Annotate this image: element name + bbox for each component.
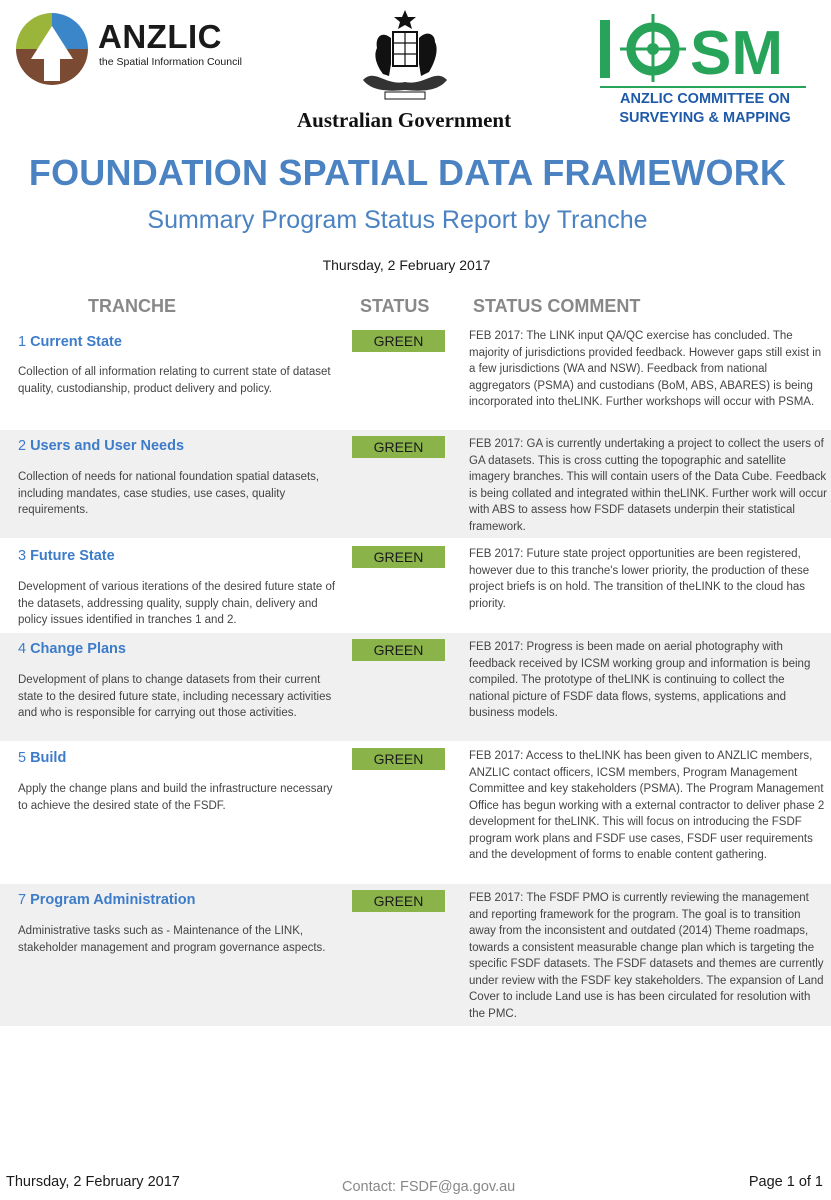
tranche-description: Apply the change plans and build the infrastructure necessary to achieve the desired state of the FSDF.: [18, 783, 333, 812]
tranche-number: 2: [18, 438, 27, 454]
icsm-subtitle-line2: SURVEYING & MAPPING: [619, 110, 791, 126]
status-badge: GREEN: [352, 748, 445, 770]
status-badge: GREEN: [352, 436, 445, 458]
coat-of-arms-icon: [355, 8, 455, 103]
status-badge: GREEN: [352, 546, 445, 568]
status-comment: FEB 2017: Access to theLINK has been given to ANZLIC members, ANZLIC contact officers, ICSM members, Program Management Committee and key stakeholders (PSMA). The Program Management Office has begun working with a external contractor to deliver phase 2 development for theLINK. This will focus on introducing the FSDF program work plans and FSDF use cases, FSDF user requirements and the development of forms to enable content gathering.: [469, 750, 825, 861]
status-badge: GREEN: [352, 639, 445, 661]
page-title: FOUNDATION SPATIAL DATA FRAMEWORK: [28, 152, 787, 193]
status-comment: FEB 2017: The FSDF PMO is currently reviewing the management and reporting framework for the program. The goal is to transition away from the inconsistent and outdated (2014) Theme roadmaps, towards a consistent measurable change plan which is targeting the specific FSDF datasets. The FSDF datasets and themes are currently under review with the FSDF key stakeholders. The expansion of Land Cover to include Land use is has been circulated for resolution with the PMC.: [469, 892, 824, 1020]
page-header: [0, 0, 831, 140]
anzlic-logo-icon: [15, 12, 89, 86]
status-badge: GREEN: [352, 330, 445, 352]
tranche-title: [18, 750, 66, 766]
tranche-title: [18, 892, 196, 908]
tranche-number: 4: [18, 641, 27, 657]
tranche-row: [0, 742, 831, 882]
tranche-description: Collection of needs for national foundation spatial datasets, including mandates, case studies, use cases, quality requirements.: [18, 471, 320, 516]
icsm-subtitle-line1: ANZLIC COMMITTEE ON: [620, 91, 790, 107]
tranche-name: Program Administration: [30, 892, 196, 908]
tranche-description: Development of plans to change datasets from their current state to the desired future state, including necessary activities and who is responsible for carrying out those activities.: [18, 674, 332, 719]
tranche-row: [0, 633, 831, 741]
tranche-title: [18, 641, 126, 657]
footer-date: Thursday, 2 February 2017: [6, 1174, 180, 1190]
tranche-name: Future State: [30, 548, 115, 564]
australian-government-name: Australian Government: [297, 108, 512, 132]
tranche-title: [18, 334, 122, 350]
anzlic-name: ANZLIC: [98, 18, 222, 55]
tranche-name: Current State: [30, 334, 122, 350]
icsm-subtitle: [598, 90, 812, 128]
report-date: Thursday, 2 February 2017: [322, 257, 491, 273]
tranche-name: Build: [30, 750, 67, 766]
tranche-name: Change Plans: [30, 641, 126, 657]
footer-page-number: Page 1 of 1: [748, 1174, 823, 1190]
page-subtitle: Summary Program Status Report by Tranche: [147, 206, 648, 234]
status-comment: FEB 2017: Future state project opportunities are been registered, however due to this tranche's lower priority, the production of these project briefs is on hold. The transition of theLINK to the cloud has priority.: [469, 548, 810, 610]
status-comment: FEB 2017: The LINK input QA/QC exercise has concluded. The majority of jurisdictions provided feedback. However gaps still exist in a few jurisdictions (WA and NSW). Feedback from national aggregators (PSMA) and custodians (BoM, ABS, ABARES) is being incorporated into theLINK. Further workshops will occur with PSMA.: [469, 330, 822, 408]
tranche-name: Users and User Needs: [30, 438, 185, 454]
tranche-title: [18, 438, 184, 454]
column-header-status: STATUS: [360, 296, 430, 316]
tranche-row: [0, 540, 831, 632]
tranche-description: Collection of all information relating to current state of dataset quality, custodianship, product delivery and policy.: [18, 366, 331, 395]
tranche-row: [0, 328, 831, 428]
status-comment: FEB 2017: GA is currently undertaking a project to collect the users of GA datasets. This is cross cutting the topographic and satellite imagery branches. This will contain users of the Data Cube. Feedback is being collated and integrated within theLINK. Further work will occur with ABS to assess how FSDF datasets underpin their statistical framework.: [469, 438, 827, 533]
column-header-comment: STATUS COMMENT: [473, 296, 641, 316]
tranche-title: [18, 548, 115, 564]
icsm-logo-icon: [598, 12, 808, 82]
column-header-tranche: TRANCHE: [88, 296, 176, 316]
icsm-divider: [600, 86, 806, 88]
tranche-number: 3: [18, 548, 27, 564]
tranche-number: 5: [18, 750, 27, 766]
tranche-row: [0, 430, 831, 538]
svg-text:SM: SM: [690, 19, 783, 82]
tranche-description: Development of various iterations of the desired future state of the datasets, addressing quality, supply chain, delivery and policy issues identified in tranches 1 and 2.: [18, 581, 336, 626]
status-comment: FEB 2017: Progress is been made on aerial photography with feedback received by ICSM working group and information is being compiled. The prototype of theLINK is continuing to collect the national picture of FSDF data flows, systems, applications and business models.: [469, 641, 811, 719]
status-badge: GREEN: [352, 890, 445, 912]
tranche-number: 1: [18, 334, 27, 350]
tranche-row: [0, 884, 831, 1026]
anzlic-subtitle: the Spatial Information Council: [99, 56, 242, 68]
tranche-number: 7: [18, 892, 27, 908]
footer-contact: Contact: FSDF@ga.gov.au: [342, 1179, 516, 1195]
tranche-description: Administrative tasks such as - Maintenance of the LINK, stakeholder management and program governance aspects.: [18, 925, 326, 954]
